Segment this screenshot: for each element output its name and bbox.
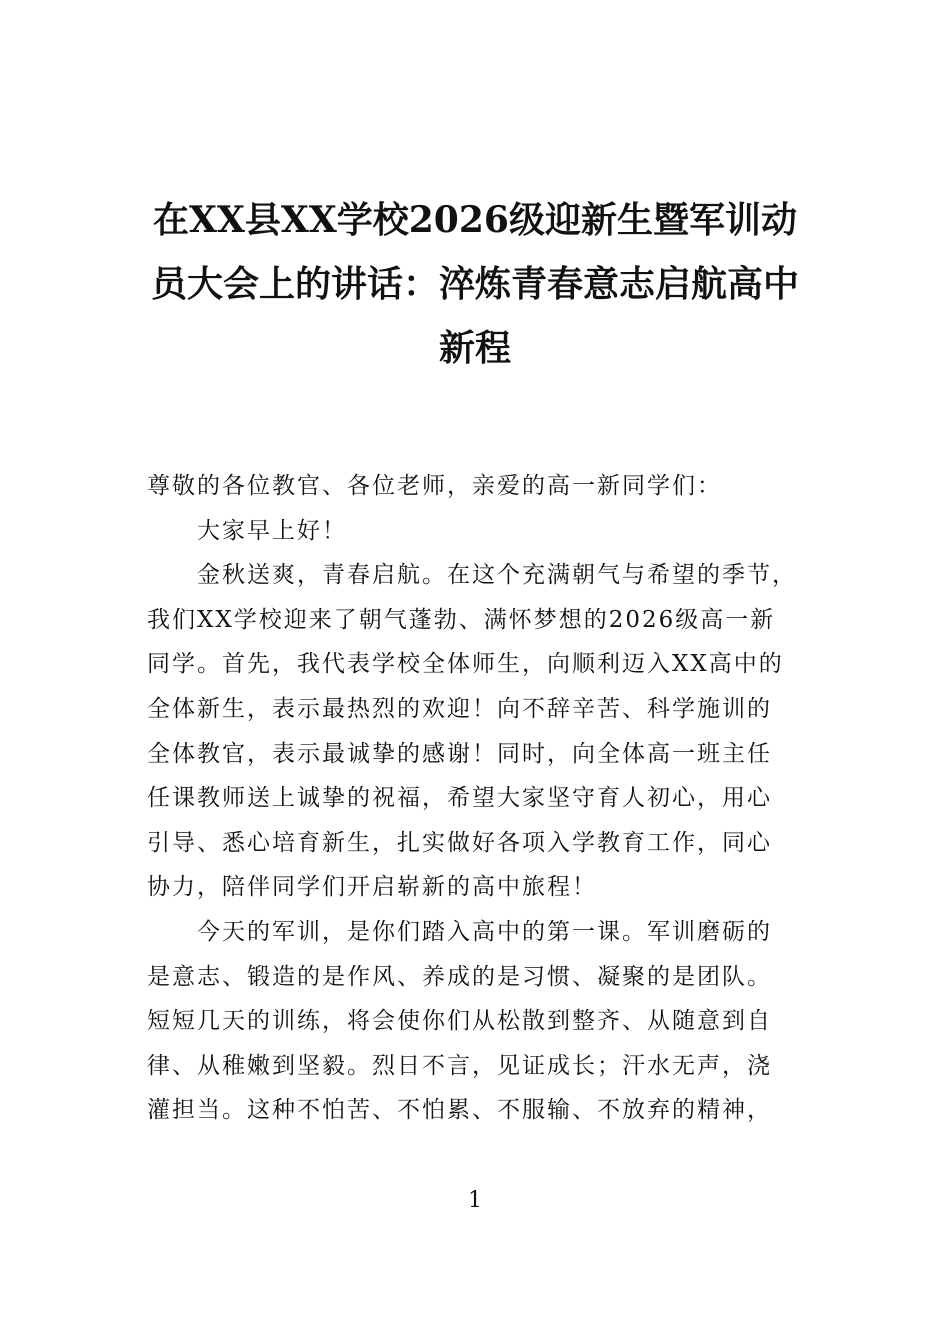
paragraph-line: 灌担当。这种不怕苦、不怕累、不服输、不放弃的精神， bbox=[147, 1097, 772, 1124]
paragraph-line: 引导、悉心培育新生，扎实做好各项入学教育工作，同心 bbox=[147, 829, 772, 856]
paragraph-line: 短短几天的训练，将会使你们从松散到整齐、从随意到自 bbox=[147, 1008, 772, 1035]
paragraph-line: 是意志、锻造的是作风、养成的是习惯、凝聚的是团队。 bbox=[147, 963, 772, 990]
title-line: 员大会上的讲话：淬炼青春意志启航高中 bbox=[150, 263, 799, 305]
paragraph-line: 律、从稚嫩到坚毅。烈日不言，见证成长；汗水无声，浇 bbox=[147, 1052, 772, 1079]
paragraph-line: 我们XX学校迎来了朝气蓬勃、满怀梦想的2026级高一新 bbox=[147, 606, 776, 633]
paragraph-2 bbox=[147, 910, 809, 1133]
title-line: 在XX县XX学校2026级迎新生暨军训动 bbox=[153, 199, 797, 241]
paragraph-line: 全体教官，表示最诚挚的感谢！同时，向全体高一班主任 bbox=[147, 740, 772, 767]
paragraph-line: 今天的军训，是你们踏入高中的第一课。军训磨砺的 bbox=[197, 918, 772, 945]
salutation bbox=[147, 464, 809, 509]
greeting bbox=[147, 509, 809, 554]
paragraph-line: 全体新生，表示最热烈的欢迎！向不辞辛苦、科学施训的 bbox=[147, 695, 772, 722]
salutation-text: 尊敬的各位教官、各位老师，亲爱的高一新同学们： bbox=[147, 473, 722, 499]
paragraph-1 bbox=[147, 553, 809, 910]
title-line: 新程 bbox=[438, 327, 511, 369]
document-title bbox=[140, 188, 810, 380]
paragraph-line: 同学。首先，我代表学校全体师生，向顺利迈入XX高中的 bbox=[147, 651, 784, 678]
document-body bbox=[147, 464, 809, 1133]
page-number: 1 bbox=[468, 1188, 482, 1213]
paragraph-line: 任课教师送上诚挚的祝福，希望大家坚守育人初心，用心 bbox=[147, 785, 772, 812]
greeting-text: 大家早上好！ bbox=[197, 517, 347, 544]
paragraph-line: 金秋送爽，青春启航。在这个充满朝气与希望的季节， bbox=[197, 562, 797, 589]
paragraph-line: 协力，陪伴同学们开启崭新的高中旅程！ bbox=[147, 874, 597, 901]
